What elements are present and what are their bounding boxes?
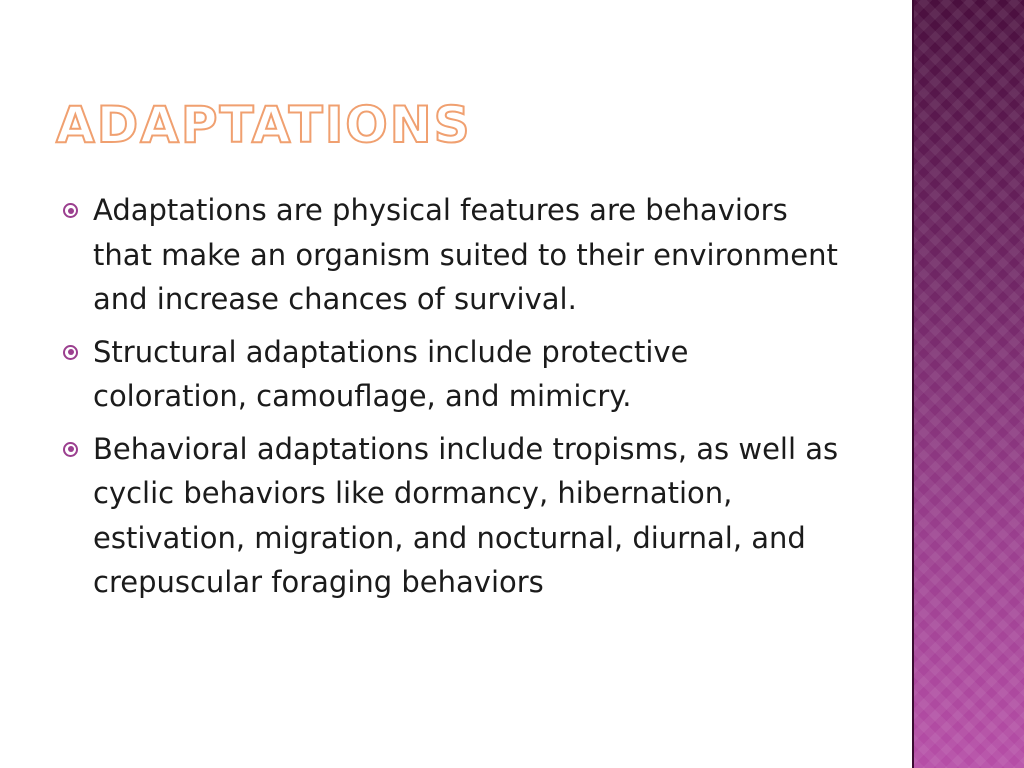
slide-title: ADAPTATIONS	[56, 96, 472, 154]
bullet-item	[60, 427, 840, 605]
bullet-list	[60, 188, 840, 613]
bullet-item	[60, 330, 840, 419]
decorative-side-band	[912, 0, 1024, 768]
radio-bullet-icon	[63, 442, 78, 457]
bullet-text: Adaptations are physical features are behaviors that make an organism suited to their environment and increase chances of survival.	[93, 193, 838, 316]
bullet-text: Structural adaptations include protective coloration, camouflage, and mimicry.	[93, 334, 689, 413]
bullet-text: Behavioral adaptations include tropisms, as well as cyclic behaviors like dormancy, hibernation, estivation, migration, and nocturnal, diurnal, and crepuscular foraging behaviors	[93, 431, 839, 599]
bullet-item	[60, 188, 840, 322]
radio-bullet-icon	[63, 345, 78, 360]
radio-bullet-icon	[63, 203, 78, 218]
